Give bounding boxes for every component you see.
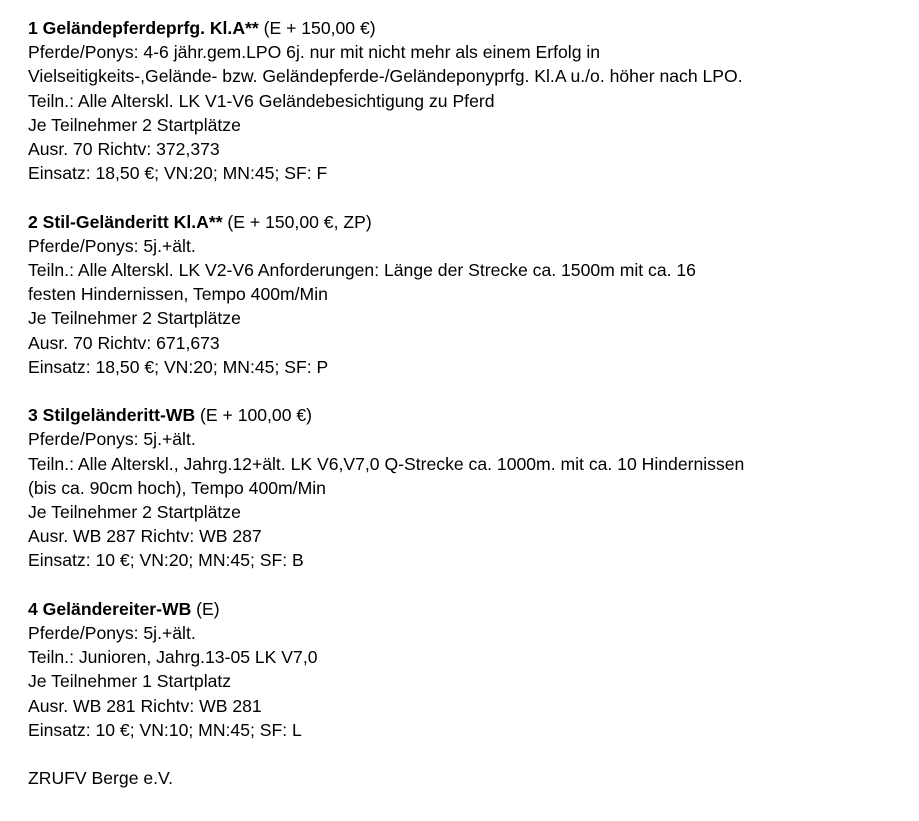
ausr-line: Ausr. WB 281 Richtv: WB 281 [28,695,262,716]
participants-line: Teiln.: Junioren, Jahrg.13-05 LK V7,0 [28,647,318,668]
horses-line: Pferde/Ponys: 4-6 jähr.gem.LPO 6j. nur mit nicht mehr als einem Erfolg in [28,42,601,63]
competition-heading [28,403,908,427]
participants-line: Teiln.: Alle Alterskl. LK V1-V6 Geländebesichtigung zu Pferd [28,90,495,111]
footer [28,766,908,790]
participants-line: Teiln.: Alle Alterskl. LK V2-V6 Anforderungen: Länge der Strecke ca. 1500m mit ca. 16 [28,260,696,281]
ausr-line: Ausr. WB 287 Richtv: WB 287 [28,526,262,547]
starts-line: Je Teilnehmer 1 Startplatz [28,671,232,692]
competition-prize: (E + 150,00 €, ZP) [222,211,372,232]
competition-heading [28,16,908,40]
competition-3 [28,403,908,572]
einsatz-line: Einsatz: 18,50 €; VN:20; MN:45; SF: F [28,163,328,184]
document-page [28,16,908,790]
competition-title: 3 Stilgeländeritt-WB [28,405,196,426]
competition-1 [28,16,908,185]
participants-line-continued: (bis ca. 90cm hoch), Tempo 400m/Min [28,477,326,498]
starts-line: Je Teilnehmer 2 Startplätze [28,308,241,329]
competition-prize: (E + 100,00 €) [195,405,313,426]
ausr-line: Ausr. 70 Richtv: 372,373 [28,139,220,160]
competition-heading [28,210,908,234]
horses-line: Pferde/Ponys: 5j.+ält. [28,429,196,450]
organizer-name: ZRUFV Berge e.V. [28,768,174,789]
competition-4 [28,597,908,742]
competition-prize: (E) [191,598,220,619]
competition-prize: (E + 150,00 €) [258,18,376,38]
competition-title: 2 Stil-Geländeritt Kl.A** [28,211,223,232]
participants-line: Teiln.: Alle Alterskl., Jahrg.12+ält. LK V6,V7,0 Q-Strecke ca. 1000m. mit ca. 10 Hindernissen [28,453,745,474]
starts-line: Je Teilnehmer 2 Startplätze [28,114,241,135]
einsatz-line: Einsatz: 10 €; VN:10; MN:45; SF: L [28,719,302,740]
starts-line: Je Teilnehmer 2 Startplätze [28,502,241,523]
ausr-line: Ausr. 70 Richtv: 671,673 [28,332,220,353]
competition-2 [28,210,908,379]
horses-line-continued: Vielseitigkeits-,Gelände- bzw. Geländepferde-/Geländeponyprfg. Kl.A u./o. höher nach LPO. [28,66,743,87]
horses-line: Pferde/Ponys: 5j.+ält. [28,623,196,644]
participants-line-continued: festen Hindernissen, Tempo 400m/Min [28,284,328,305]
horses-line: Pferde/Ponys: 5j.+ält. [28,235,196,256]
competition-title: 4 Geländereiter-WB [28,598,192,619]
competition-title: 1 Geländepferdeprfg. Kl.A** [28,18,259,38]
einsatz-line: Einsatz: 18,50 €; VN:20; MN:45; SF: P [28,356,329,377]
einsatz-line: Einsatz: 10 €; VN:20; MN:45; SF: B [28,550,304,571]
competition-heading [28,597,908,621]
